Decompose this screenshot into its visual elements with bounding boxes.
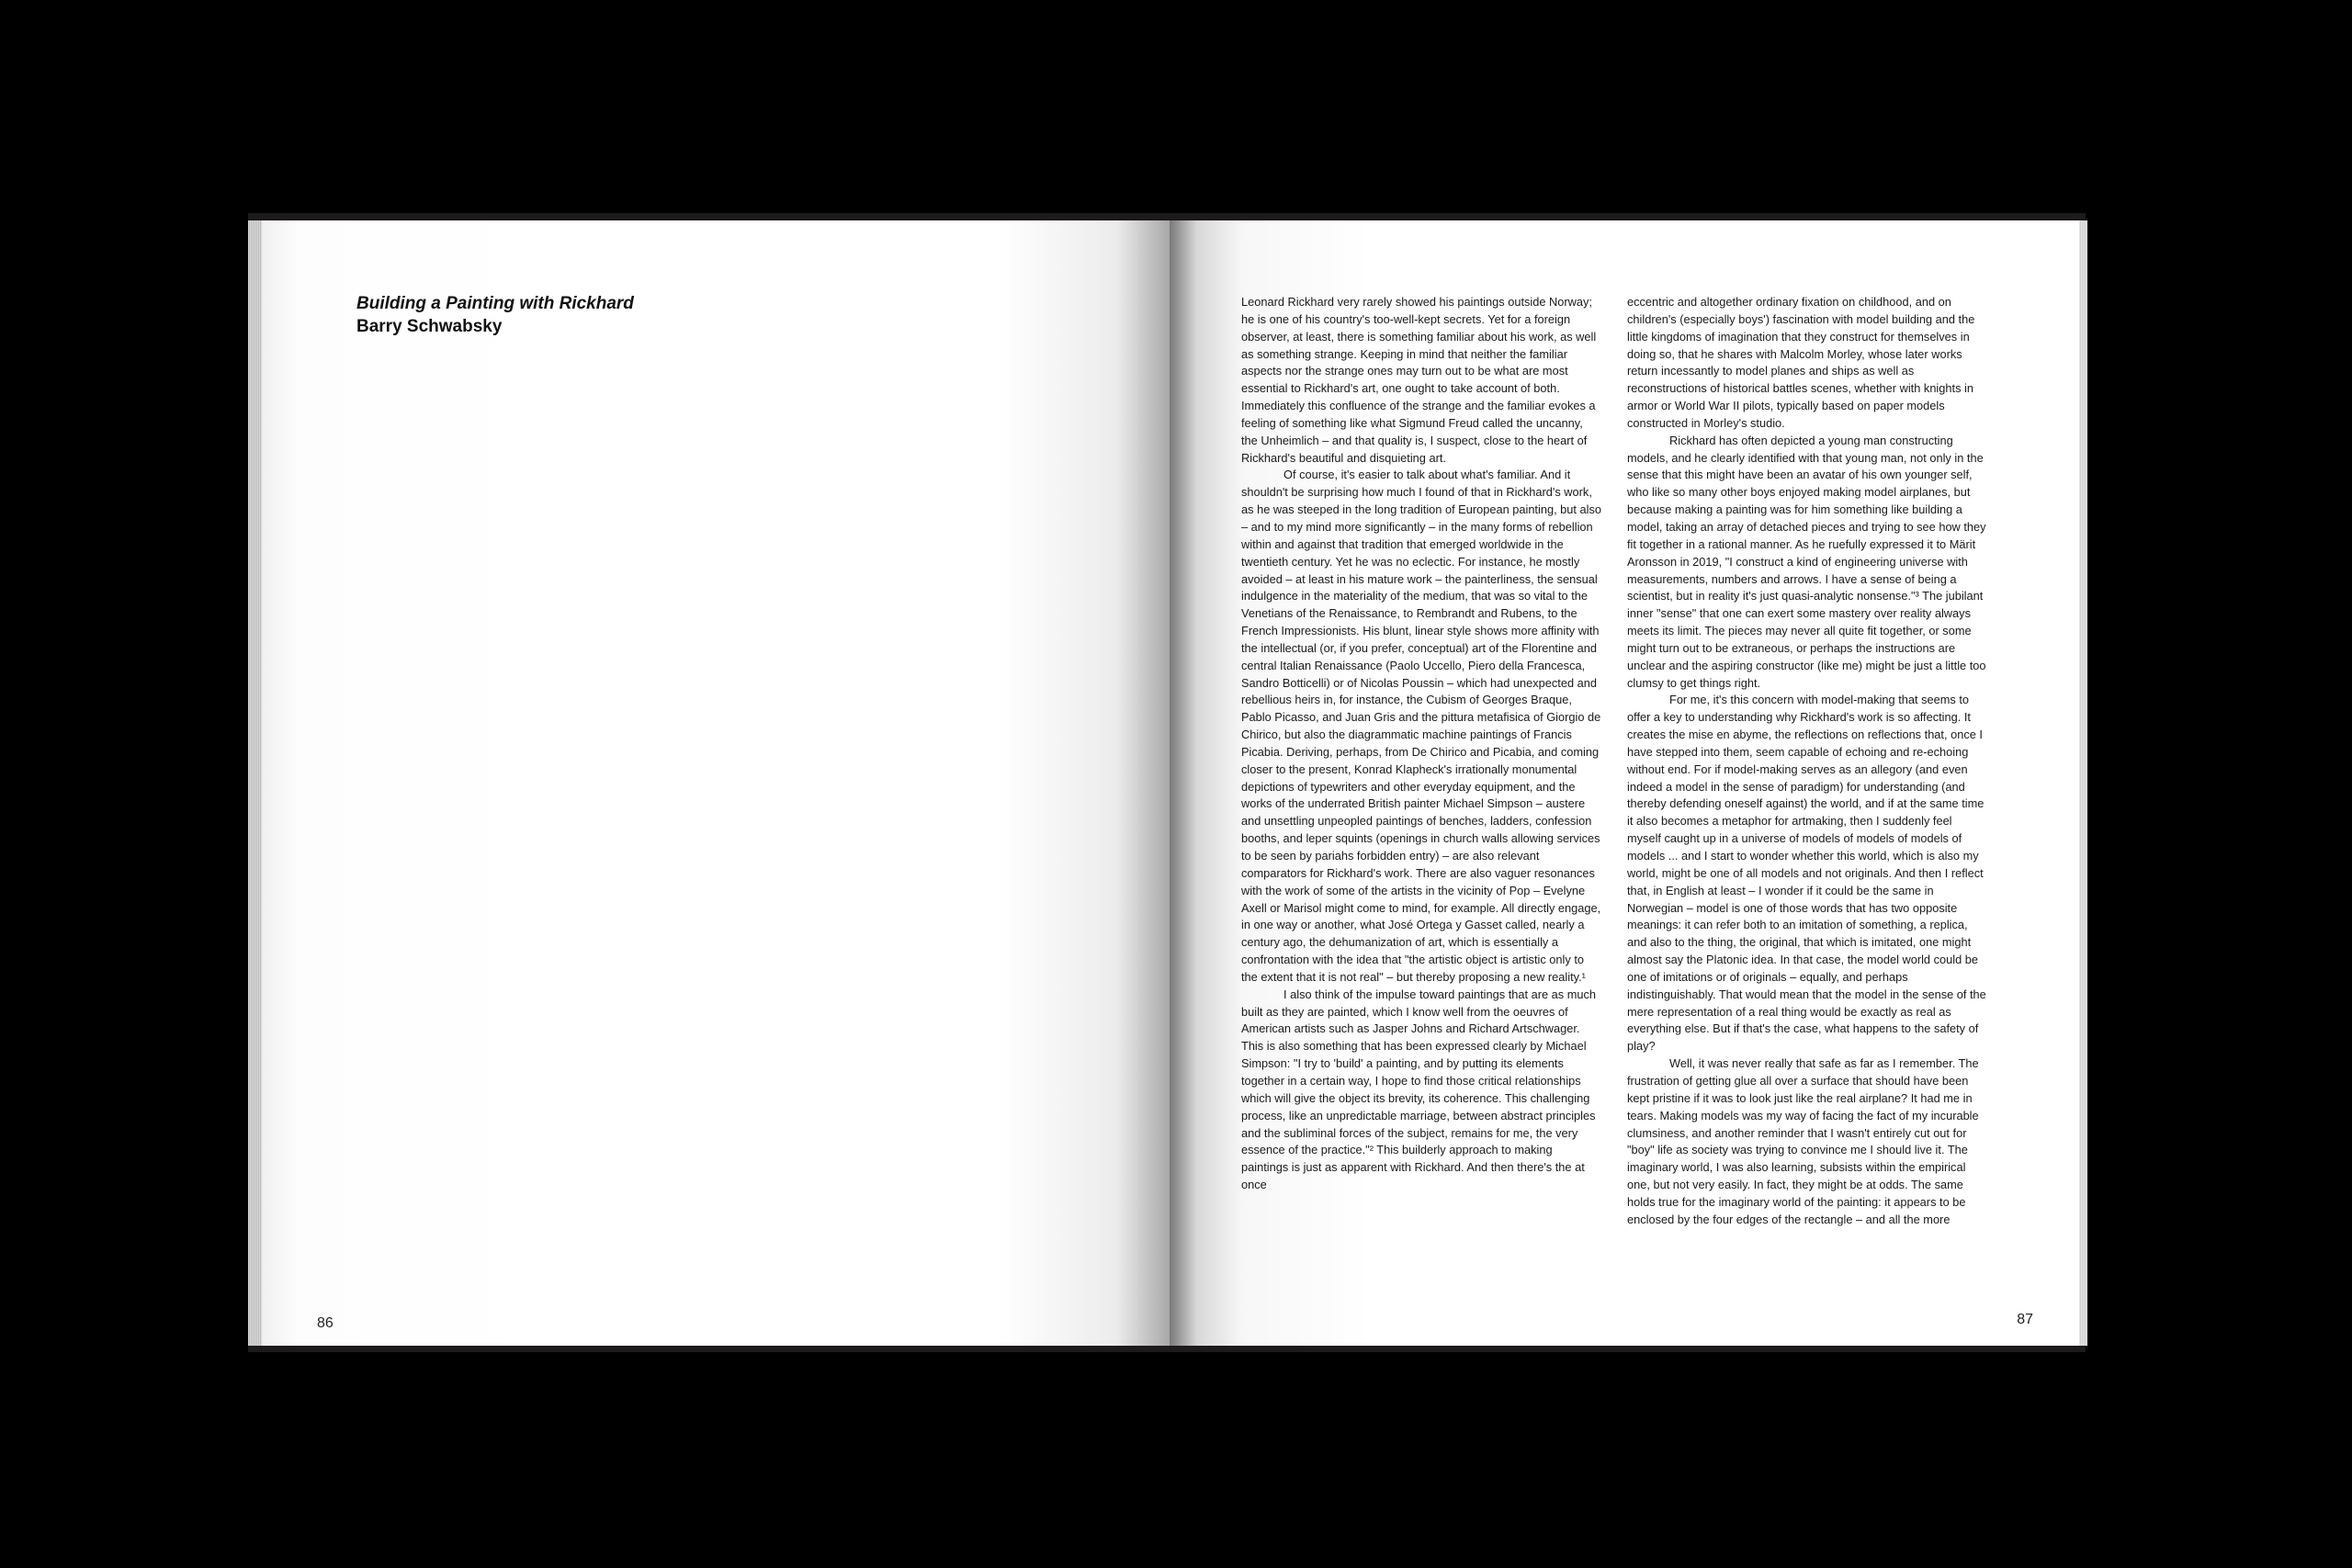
chapter-heading — [356, 292, 634, 338]
paragraph: Leonard Rickhard very rarely showed his paintings outside Norway; he is one of his country's too-well-kept secrets. Yet for a foreign observer, at least, there is something familiar about his work, as well as something strange. Keeping in mind that neither the familiar aspects nor the strange ones may turn out to be what are most essential to Rickhard's art, one ought to take account of both. Immediately this confluence of the strange and the familiar evokes a feeling of something like what Sigmund Freud called the uncanny, the Unheimlich – and that quality is, I suspect, close to the heart of Rickhard's beautiful and disquieting art. — [1241, 295, 1597, 465]
paragraph: Of course, it's easier to talk about what's familiar. And it shouldn't be surprising how much I found of that in Rickhard's work, as he was steeped in the long tradition of European painting, but also – and to my mind more significantly – in the many forms of rebellion within and against that tradition that emerged worldwide in the twentieth century. Yet he was no eclectic. For instance, he mostly avoided – at least in his mature work – the painterliness, the sensual indulgence in the materiality of the medium, that was so vital to the Venetians of the Renaissance, to Rembrandt and Rubens, to the French Impressionists. His blunt, linear style shows more affinity with the intellectual (or, if you prefer, conceptual) art of the Florentine and central Italian Renaissance (Paolo Uccello, Piero della Francesca, Sandro Botticelli) or of Nicolas Poussin – which had unexpected and rebellious heirs in, for instance, the Cubism of Georges Braque, Pablo Picasso, and Juan Gris and the pittura metafisica of Giorgio de Chirico, but also the diagrammatic machine paintings of Francis Picabia. Deriving, perhaps, from De Chirico and Picabia, and coming closer to the present, Konrad Klapheck's irrationally monumental depictions of typewriters and other everyday equipment, and the works of the underrated British painter Michael Simpson – austere and unsettling unpeopled paintings of benches, ladders, confession booths, and leper squints (openings in church walls allowing services to be seen by pariahs forbidden entry) – are also relevant comparators for Rickhard's work. There are also vaguer resonances with the work of some of the artists in the vicinity of Pop – Evelyne Axell or Marisol might come to mind, for example. All directly engage, in one way or another, what José Ortega y Gasset called, nearly a century ago, the dehumanization of art, which is essentially a confrontation with the idea that "the artistic object is artistic only to the extent that it is not real" – but thereby proposing a new reality.¹ — [1241, 468, 1601, 984]
text-column-1 — [1241, 294, 1602, 1194]
paragraph: For me, it's this concern with model-making that seems to offer a key to understanding why Rickhard's work is so affecting. It creates the mise en abyme, the reflections on reflections that, once I have stepped into them, seem capable of echoing and re-echoing without end. For if model-making serves as an allegory (and even indeed a model in the sense of paradigm) for understanding (and thereby defending oneself against) the world, and if at the same time it also becomes a metaphor for artmaking, then I suddenly feel myself caught up in a universe of models of models of models of models ... and I start to wonder whether this world, which is also my world, might be one of all models and not originals. And then I reflect that, in English at least – I wonder if it could be the same in Norwegian – model is one of those words that has two opposite meanings: it can refer both to an imitation of something, a replica, and also to the thing, the original, that which is imitated, one might almost say the Platonic idea. In that case, the model world could be one of imitations or of originals – equally, and perhaps indistinguishably. That would mean that the model in the sense of the mere representation of a real thing would be exactly as real as everything else. But if that's the case, what happens to the safety of play? — [1627, 693, 1986, 1054]
chapter-author: Barry Schwabsky — [356, 317, 503, 336]
paragraph: Rickhard has often depicted a young man constructing models, and he clearly identified with that young man, not only in the sense that this might have been an avatar of his own younger self, who like so many other boys enjoyed making model airplanes, but because making a painting was for him something like building a model, taking an array of detached pieces and trying to see how they fit together in a rational manner. As he ruefully expressed it to Märit Aronsson in 2019, "I construct a kind of engineering universe with measurements, numbers and arrows. I have a sense of being a scientist, but in reality it's just quasi-analytic nonsense."³ The jubilant inner "sense" that one can exert some mastery over reality always meets its limit. The pieces may never all quite fit together, or some might turn out to be extraneous, or perhaps the instructions are unclear and the aspiring constructor (like me) might be just a little too clumsy to get things right. — [1627, 433, 1986, 690]
paragraph: I also think of the impulse toward paintings that are as much built as they are painted, which I know well from the oeuvres of American artists such as Jasper Johns and Richard Artschwager. This is also something that has been expressed clearly by Michael Simpson: "I try to 'build' a painting, and by putting its elements together in a certain way, I hope to find those critical relationships which will give the object its brevity, its coherence. This challenging process, like an unpredictable marriage, between abstract principles and the subliminal forces of the subject, remains for me, the very essence of the practice."² This builderly approach to making paintings is just as apparent with Rickhard. And then there's the at once — [1241, 987, 1597, 1192]
right-page — [1170, 220, 2079, 1346]
page-number-right: 87 — [2017, 1312, 2033, 1327]
paragraph: Well, it was never really that safe as far as I remember. The frustration of getting glue all over a surface that should have been kept pristine if it was to look just like the real airplane? It had me in tears. Making models was my way of facing the fact of my incurable clumsiness, and another reminder that I wasn't entirely cut out for "boy" life as society was trying to convince me I should live it. The imaginary world, I was also learning, subsists within the empirical one, but not very easily. In fact, they might be at odds. The same holds true for the imaginary world of the painting: it appears to be enclosed by the four edges of the rectangle – and all the more — [1627, 1056, 1979, 1226]
left-page — [262, 220, 1181, 1346]
text-column-2 — [1627, 294, 1988, 1229]
paragraph: eccentric and altogether ordinary fixation on childhood, and on children's (especially boys') fascination with model building and the little kingdoms of imagination that they construct for themselves in doing so, that he shares with Malcolm Morley, whose later works return incessantly to model planes and ships as well as reconstructions of historical battles scenes, whether with knights in armor or World War II pilots, typically based on paper models constructed in Morley's studio. — [1627, 295, 1975, 430]
page-number-left: 86 — [317, 1315, 334, 1331]
chapter-title: Building a Painting with Rickhard — [356, 294, 634, 313]
